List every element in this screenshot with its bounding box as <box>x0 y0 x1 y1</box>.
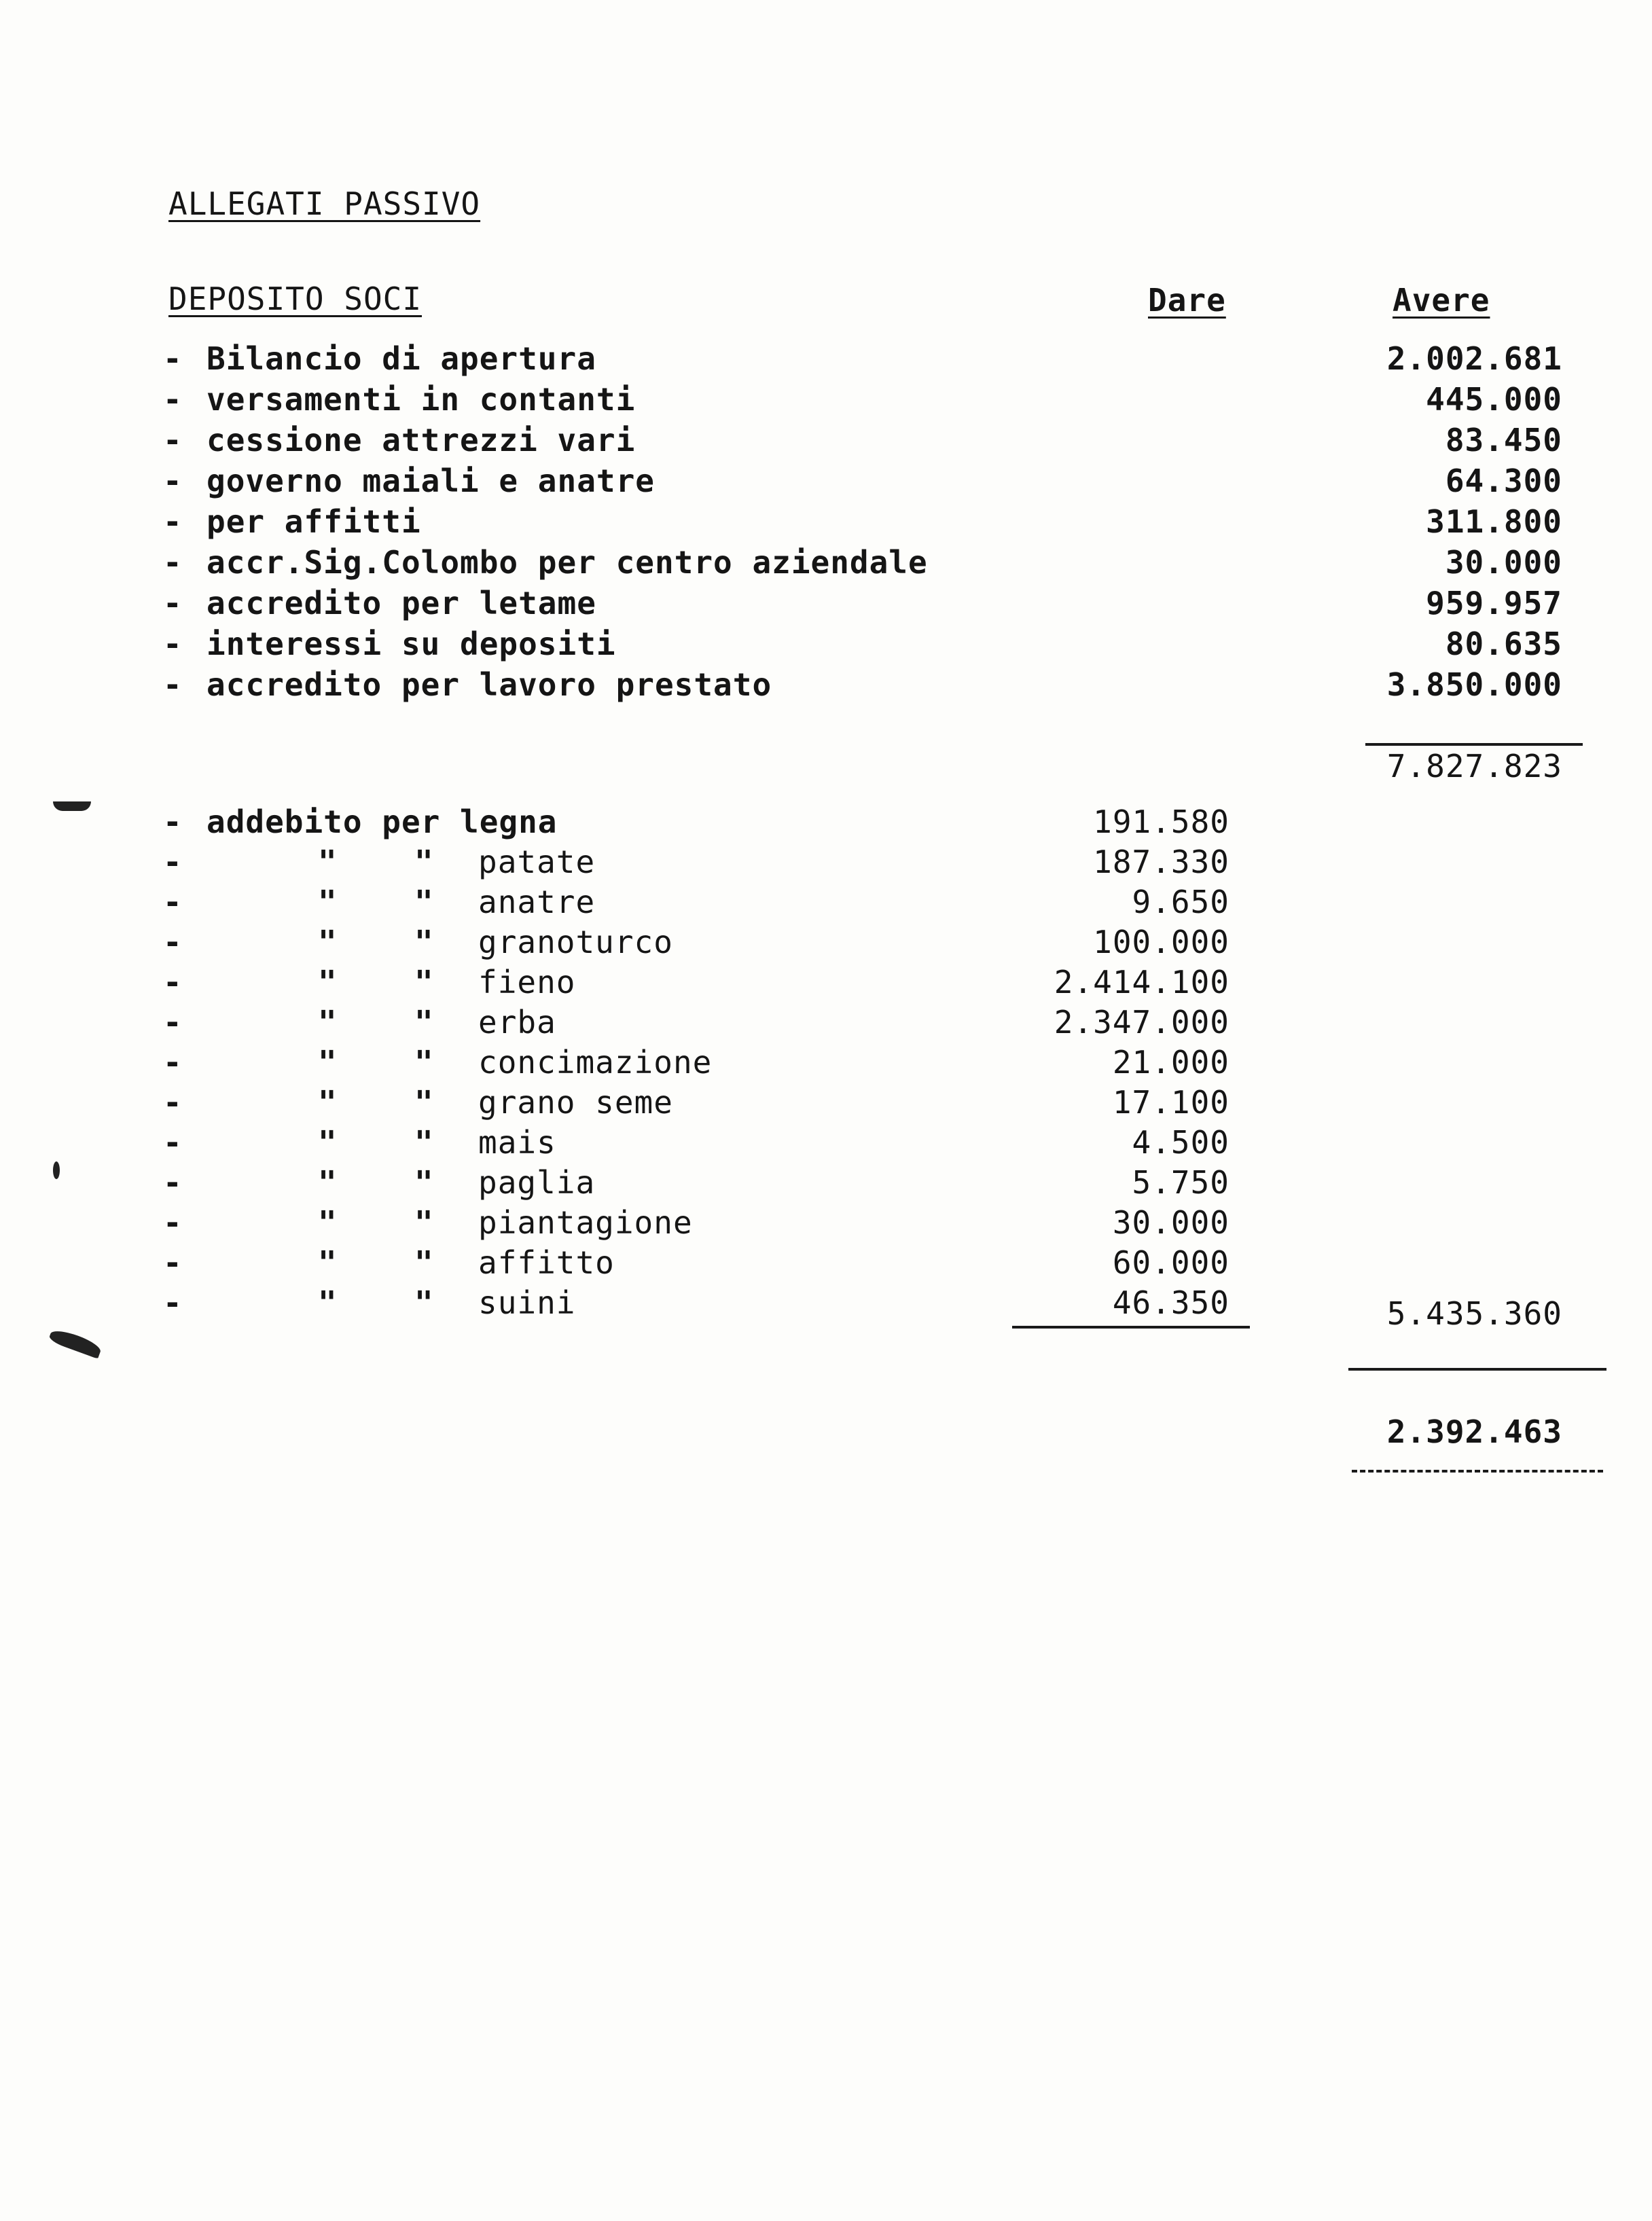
credit-label: cessione attrezzi vari <box>206 422 636 458</box>
ditto-mark: " <box>414 1284 434 1321</box>
ditto-mark: " <box>414 1204 434 1241</box>
ditto-mark: " <box>414 1004 434 1041</box>
debit-label: suini <box>478 1284 576 1321</box>
debit-amount: 5.750 <box>1132 1164 1229 1201</box>
debit-label: paglia <box>478 1164 596 1201</box>
credit-dash: - <box>163 666 183 703</box>
ditto-mark: " <box>318 1164 338 1201</box>
ditto-mark: " <box>318 884 338 920</box>
debit-amount: 30.000 <box>1112 1204 1229 1241</box>
debit-dash: - <box>163 844 183 880</box>
ditto-mark: " <box>318 844 338 880</box>
debit-label: granoturco <box>478 924 673 960</box>
ditto-mark: " <box>414 1084 434 1121</box>
scan-mark <box>48 1326 103 1358</box>
credit-dash: - <box>163 340 183 377</box>
credit-dash: - <box>163 544 183 581</box>
credit-dash: - <box>163 381 183 418</box>
ditto-mark: " <box>318 964 338 1000</box>
totals-rule <box>1348 1368 1606 1371</box>
credit-amount: 3.850.000 <box>1386 666 1562 703</box>
credits-rule <box>1365 743 1583 746</box>
dare-column-rule <box>1012 1326 1250 1329</box>
debit-amount: 60.000 <box>1112 1244 1229 1281</box>
credit-amount: 64.300 <box>1445 463 1562 499</box>
debit-dash: - <box>163 1044 183 1081</box>
credit-label: accr.Sig.Colombo per centro aziendale <box>206 544 928 581</box>
ditto-mark: " <box>414 964 434 1000</box>
debit-dash: - <box>163 1084 183 1121</box>
debit-dash: - <box>163 1284 183 1321</box>
scan-mark <box>53 1161 60 1179</box>
debit-label: piantagione <box>478 1204 693 1241</box>
credit-label: interessi su depositi <box>206 626 616 662</box>
debit-amount: 2.347.000 <box>1054 1004 1229 1041</box>
credit-dash: - <box>163 463 183 499</box>
debit-amount: 191.580 <box>1093 803 1229 840</box>
credit-label: governo maiali e anatre <box>206 463 655 499</box>
ditto-mark: " <box>414 1244 434 1281</box>
ditto-mark: " <box>414 884 434 920</box>
ditto-mark: " <box>318 1204 338 1241</box>
credit-label: per affitti <box>206 503 421 540</box>
debit-dash: - <box>163 884 183 920</box>
ditto-mark: " <box>318 1044 338 1081</box>
credit-amount: 30.000 <box>1445 544 1562 581</box>
ditto-mark: " <box>318 1004 338 1041</box>
debit-label: mais <box>478 1124 556 1161</box>
debit-label: affitto <box>478 1244 615 1281</box>
ditto-mark: " <box>318 1244 338 1281</box>
credit-dash: - <box>163 503 183 540</box>
debit-label: erba <box>478 1004 556 1041</box>
debit-dash: - <box>163 1244 183 1281</box>
ditto-mark: " <box>318 1124 338 1161</box>
credit-dash: - <box>163 626 183 662</box>
credit-amount: 311.800 <box>1426 503 1562 540</box>
debit-dash: - <box>163 1204 183 1241</box>
credit-dash: - <box>163 585 183 621</box>
ditto-mark: " <box>414 1124 434 1161</box>
debit-label: addebito per legna <box>206 803 558 840</box>
ditto-mark: " <box>414 924 434 960</box>
ditto-mark: " <box>318 924 338 960</box>
debit-amount: 4.500 <box>1132 1124 1229 1161</box>
debits-total: 5.435.360 <box>1386 1295 1562 1332</box>
debit-dash: - <box>163 803 183 840</box>
column-header-avere: Avere <box>1393 282 1490 319</box>
debit-amount: 46.350 <box>1112 1284 1229 1321</box>
credit-label: versamenti in contanti <box>206 381 636 418</box>
debit-amount: 2.414.100 <box>1054 964 1229 1000</box>
debit-amount: 187.330 <box>1093 844 1229 880</box>
debit-label: grano seme <box>478 1084 673 1121</box>
credit-amount: 959.957 <box>1426 585 1562 621</box>
debit-amount: 100.000 <box>1093 924 1229 960</box>
debit-dash: - <box>163 964 183 1000</box>
credit-dash: - <box>163 422 183 458</box>
document-title: ALLEGATI PASSIVO <box>168 185 481 222</box>
debit-amount: 17.100 <box>1112 1084 1229 1121</box>
credit-label: accredito per letame <box>206 585 596 621</box>
debit-dash: - <box>163 1164 183 1201</box>
debit-dash: - <box>163 924 183 960</box>
balance-total: 2.392.463 <box>1386 1413 1562 1450</box>
debit-dash: - <box>163 1004 183 1041</box>
credit-amount: 83.450 <box>1445 422 1562 458</box>
credits-total: 7.827.823 <box>1386 748 1562 784</box>
column-header-dare: Dare <box>1148 282 1226 319</box>
credit-amount: 80.635 <box>1445 626 1562 662</box>
ditto-mark: " <box>318 1084 338 1121</box>
scan-mark <box>53 801 91 811</box>
ditto-mark: " <box>414 1164 434 1201</box>
balance-double-rule <box>1352 1470 1603 1475</box>
credit-label: accredito per lavoro prestato <box>206 666 772 703</box>
credit-label: Bilancio di apertura <box>206 340 596 377</box>
debit-amount: 9.650 <box>1132 884 1229 920</box>
debit-label: anatre <box>478 884 596 920</box>
debit-label: concimazione <box>478 1044 713 1081</box>
debit-label: patate <box>478 844 596 880</box>
credit-amount: 2.002.681 <box>1386 340 1562 377</box>
debit-amount: 21.000 <box>1112 1044 1229 1081</box>
ditto-mark: " <box>318 1284 338 1321</box>
section-heading: DEPOSITO SOCI <box>168 281 423 317</box>
debit-label: fieno <box>478 964 576 1000</box>
ditto-mark: " <box>414 1044 434 1081</box>
debit-dash: - <box>163 1124 183 1161</box>
credit-amount: 445.000 <box>1426 381 1562 418</box>
ditto-mark: " <box>414 844 434 880</box>
